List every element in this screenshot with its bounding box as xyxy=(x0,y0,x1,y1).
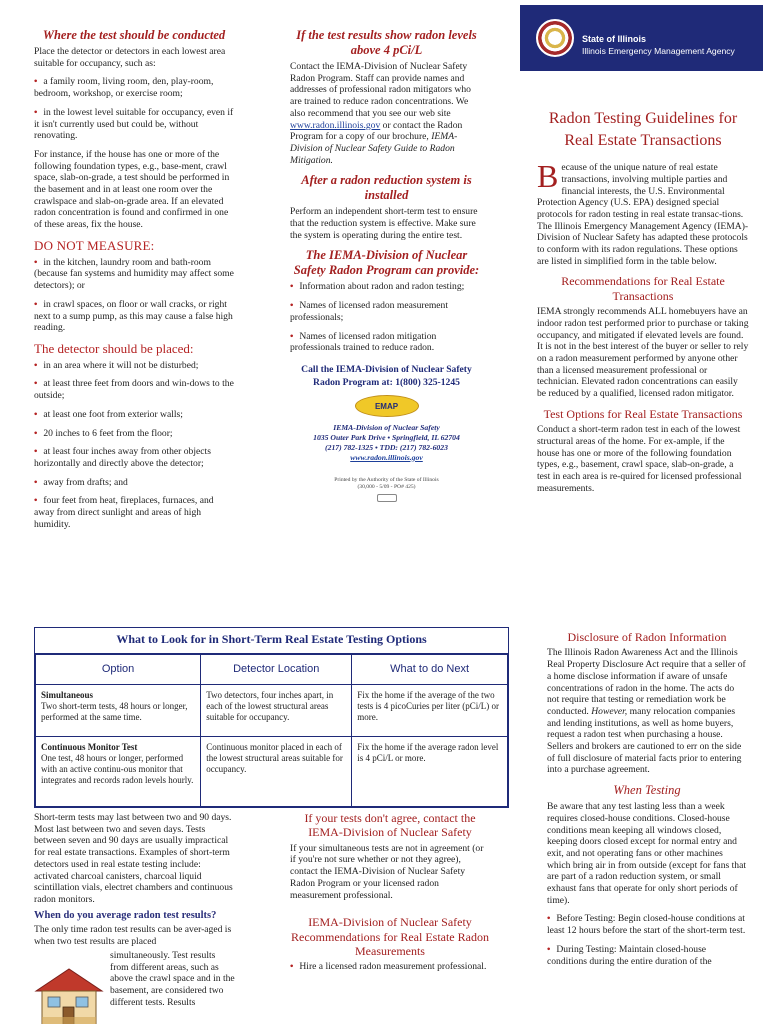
list-item-text: Before Testing: Begin closed-house conditions at least 12 hours before the start of the short-term test. xyxy=(547,913,746,937)
list-item-text: During Testing: Maintain closed-house conditions during the entire duration of the xyxy=(547,943,712,967)
list-item-text: in an area where it will not be disturbed; xyxy=(43,359,199,371)
paragraph-disagree: If your simultaneous tests are not in agreement (or if you're not sure whether or not they agree), contact the IEMA-Division of Nuclear Safety Radon Program or your licensed radon measurement professional. xyxy=(290,842,484,901)
heading-detector-placed: The detector should be placed: xyxy=(34,340,194,356)
list-item-text: at least one foot from exterior walls; xyxy=(43,408,183,420)
heading-can-provide: The IEMA-Division of Nuclear Safety Radon Program can provide: xyxy=(293,248,480,278)
list-item-text: a family room, living room, den, play-room, bedroom, workshop, or exercise room; xyxy=(34,76,214,100)
list-item xyxy=(547,944,747,967)
list-item-text: Names of licensed radon mitigation professionals trained to reduce radon. xyxy=(290,330,437,354)
list-item xyxy=(290,331,483,354)
options-table xyxy=(35,654,508,808)
paragraph-short-term: Short-term tests may last between two and 90 days. Most last between two and seven days. Tests between seven and 90 days are usually impractical for real estate transactions. Examples of short-term detectors used in real estate testing include: activated charcoal canisters, charcoal liquid scintillation vials, electret chambers and continuous radon monitors. xyxy=(34,812,233,905)
emap-accredited-logo: EMAP xyxy=(355,395,419,417)
heading-disclosure: Disclosure of Radon Information xyxy=(567,630,727,644)
cell-location: Two detectors, four inches apart, in each of the lowest structural areas suitable for occupancy. xyxy=(201,685,352,737)
table-header-row xyxy=(36,654,508,685)
list-item xyxy=(34,257,234,292)
list-item xyxy=(34,378,234,401)
list-item xyxy=(34,409,234,421)
bullet-icon: • xyxy=(34,378,38,390)
drop-cap: B xyxy=(537,158,559,195)
paragraph-disclosure xyxy=(547,647,747,776)
heading-test-options: Test Options for Real Estate Transactions xyxy=(543,406,743,421)
list-item-text: Hire a licensed radon measurement professional. xyxy=(299,961,487,973)
list-item-text: in the kitchen, laundry room and bath-room (because fan systems and humidity may affect some detectors); or xyxy=(34,256,234,292)
cell-next: Fix the home if the average of the two tests is 4 picoCuries per liter (pCi/L) or more. xyxy=(352,685,508,737)
call-radon-program: Call the IEMA-Division of Nuclear Safety Radon Program at: 1(800) 325-1245 xyxy=(301,363,472,388)
list-item-text: Information about radon and radon testing; xyxy=(299,281,465,293)
list-item xyxy=(34,477,234,489)
list-item xyxy=(547,913,747,936)
bullet-icon: • xyxy=(290,300,294,312)
bullet-icon: • xyxy=(290,961,294,973)
recycle-icon xyxy=(377,494,397,502)
bullet-icon: • xyxy=(547,943,551,955)
list-item xyxy=(34,360,234,372)
list-item-text: away from drafts; and xyxy=(43,476,128,488)
list-item-text: 20 inches to 6 feet from the floor; xyxy=(43,427,173,439)
option-name: Simultaneous xyxy=(41,690,94,701)
contact-website-link[interactable]: www.radon.illinois.gov xyxy=(350,452,423,462)
paragraph-recommendations: IEMA strongly recommends ALL homebuyers have an indoor radon test performed prior to purchase or taking occupancy, and mitigated if elevated levels are found. It is not in the best interest of the buyer or seller to rely on a radon measurement performed by anyone other than a licensed measurement professional or technician. Elevated radon concentrations can easily be reduced by a qualified, licensed radon mitigator. xyxy=(537,306,749,400)
agency-banner xyxy=(520,5,763,71)
list-item xyxy=(34,446,234,469)
list-item xyxy=(290,281,483,293)
list-item-text: four feet from heat, fireplaces, furnaces, and away from direct sunlight and areas of high humidity. xyxy=(34,495,214,530)
option-desc: One test, 48 hours or longer, performed with an active continu-ous monitor that integrates and records radon levels hourly. xyxy=(41,753,194,786)
contact-phone: (217) 782-1325 • TDD: (217) 782-6023 xyxy=(325,442,448,452)
heading-recommendations: Recommendations for Real Estate Transactions xyxy=(561,274,725,303)
bullet-icon: • xyxy=(290,281,294,293)
testing-options-table xyxy=(34,627,509,808)
list-item xyxy=(34,428,234,440)
printed-by: Printed by the Authority of the State of Illinois xyxy=(334,476,439,483)
text-span: or contact the Radon Program for a copy of our brochure, xyxy=(290,119,463,143)
bullet-icon: • xyxy=(34,256,38,268)
text-span: However, xyxy=(591,705,628,717)
table-row xyxy=(36,685,508,737)
text-span: Contact the IEMA-Division of Nuclear Safety Radon Program. Staff can provide names and addresses of professional radon mitigators who are trained to reduce radon concentrations. We also recommend that you see our web site xyxy=(290,61,471,119)
list-item xyxy=(290,300,483,323)
contact-name: IEMA-Division of Nuclear Safety xyxy=(333,423,440,433)
heading-when-testing: When Testing xyxy=(613,783,681,798)
list-item-text: at least three feet from doors and win-dows to the outside; xyxy=(34,378,234,402)
header-next: What to do Next xyxy=(352,654,508,685)
bullet-icon: • xyxy=(34,495,38,507)
contact-address: 1035 Outer Park Drive • Springfield, IL 62704 xyxy=(313,433,460,443)
contact-block xyxy=(290,423,483,462)
bullet-icon: • xyxy=(290,330,294,342)
bullet-icon: • xyxy=(547,913,551,925)
header-location: Detector Location xyxy=(201,654,352,685)
paragraph-average-a: The only time radon test results can be aver-aged is when two test results are placed xyxy=(34,924,232,948)
list-item xyxy=(34,495,234,530)
cell-next: Fix the home if the average radon level is 4 pCi/L or more. xyxy=(352,737,508,807)
heading-tests-disagree: If your tests don't agree, contact the IEMA-Division of Nuclear Safety xyxy=(304,811,476,840)
heading-iema-recommendations: IEMA-Division of Nuclear Safety Recommendations for Real Estate Radon Measurements xyxy=(291,915,489,959)
bullet-icon: • xyxy=(34,446,38,458)
banner-state: State of Illinois xyxy=(582,34,647,44)
cell-option xyxy=(36,737,201,807)
bullet-icon: • xyxy=(34,298,38,310)
heading-where-conducted: Where the test should be conducted xyxy=(42,28,226,42)
heading-average: When do you average radon test results? xyxy=(34,909,217,921)
list-item-text: in crawl spaces, on floor or wall cracks, or right next to a sump pump, as this may cause a false high reading. xyxy=(34,298,233,334)
paragraph-instance: For instance, if the house has one or more of the following foundation types, e.g., base-ment, crawl space, slab-on-grade, a test should be performed in the basement and in at least one room over the crawlspace and slab-on-grade area. If an elevated radon concentration is found and confirmed in one of these areas, fix the house. xyxy=(34,148,230,231)
bottom-right xyxy=(547,630,747,974)
house-illustration-icon xyxy=(32,965,106,1024)
bullet-icon: • xyxy=(34,476,38,488)
intro-paragraph xyxy=(537,158,749,267)
list-item xyxy=(34,107,234,142)
intro-text: ecause of the unique nature of real estate transactions, involving multiple parties and financial interests, the U.S. Environmental Protection Agency (U.S. EPA) designed special protocols for radon testing in real estate transac-tions. The Illinois Emergency Management Agency (IEMA)-Division of Nuclear Safety has adapted these protocols to conform with its radon regulations. These options are listed in simplified form in the table below. xyxy=(537,162,749,267)
heading-do-not-measure: DO NOT MEASURE: xyxy=(34,237,155,253)
bullet-icon: • xyxy=(34,76,38,88)
list-item-text: Names of licensed radon measurement professionals; xyxy=(290,300,449,323)
website-link[interactable]: www.radon.illinois.gov xyxy=(290,119,381,131)
paragraph-above xyxy=(290,61,483,166)
cell-option xyxy=(36,685,201,737)
paragraph-after: Perform an independent short-term test to ensure that the reduction system is effective. Make sure the system is operating during the entire test. xyxy=(290,206,478,241)
column-left xyxy=(34,28,234,538)
option-desc: Two short-term tests, 48 hours or longer, performed at the same time. xyxy=(41,701,188,723)
bullet-icon: • xyxy=(34,427,38,439)
list-item xyxy=(290,961,490,973)
bullet-icon: • xyxy=(34,359,38,371)
text-span: The Illinois Radon Awareness Act and the Illinois Real Property Disclosure Act require that a seller of a home disclose information if aware of unsafe concentrations of radon in the home. The acts do not require that testing or remediation work be conducted. xyxy=(547,647,746,717)
header-option: Option xyxy=(36,654,201,685)
heading-above-4: If the test results show radon levels above 4 pCi/L xyxy=(296,28,477,57)
text-span: many relocation companies and lending institutions, as well as home buyers, request a radon test when purchasing a house. Sellers and brokers are cautioned to err on the side of full disclosure of material facts prior to entering into a purchase agreement. xyxy=(547,705,742,776)
paragraph-where: Place the detector or detectors in each lowest area suitable for occupancy, such as: xyxy=(34,46,226,69)
list-item-text: at least four inches away from other objects horizontally and directly above the detector; xyxy=(34,446,211,469)
page-title: Radon Testing Guidelines for Real Estate Transactions xyxy=(548,110,738,150)
list-item-text: in the lowest level suitable for occupancy, even if it isn't currently used but could be, without renovating. xyxy=(34,106,234,142)
bullet-icon: • xyxy=(34,106,38,118)
column-middle xyxy=(290,28,483,502)
print-code: (30,000 - 5/09 - PO# 425) xyxy=(357,483,416,490)
table-title: What to Look for in Short-Term Real Estate Testing Options xyxy=(35,628,508,654)
banner-agency: Illinois Emergency Management Agency xyxy=(582,46,735,56)
brochure-title: IEMA-Division of Nuclear Safety Guide to Radon Mitigation. xyxy=(290,131,458,166)
list-item xyxy=(34,299,234,334)
paragraph-when-testing: Be aware that any test lasting less than a week requires closed-house conditions. Closed-house conditions mean keeping all windows closed, keeping doors closed except for normal entry and exit, and not operating fans or other machines which bring air in from outside (except for fans that are part of a radon reduction system, or small exhaust fans that operate for only short periods of time). xyxy=(547,801,747,906)
heading-after-installed: After a radon reduction system is installed xyxy=(301,173,472,203)
paragraph-average-b: simultaneously. Test results from different areas, such as above the crawl space and in the basement, are considered two different tests. Results xyxy=(110,949,235,1008)
illinois-seal-icon xyxy=(536,19,574,57)
column-right xyxy=(537,108,749,502)
bullet-icon: • xyxy=(34,408,38,420)
list-item xyxy=(34,76,234,99)
paragraph-test-options: Conduct a short-term radon test in each of the lowest structural areas of the home. For ex-ample, if the house has one or more of the following foundation types, e.g., basement, crawl space, slab-on-grade, a test in each area is re-quired for licensed professional measurements. xyxy=(537,424,742,494)
bottom-middle xyxy=(290,811,490,980)
table-row xyxy=(36,737,508,807)
option-name: Continuous Monitor Test xyxy=(41,742,138,753)
cell-location: Continuous monitor placed in each of the lowest structural areas suitable for occupancy. xyxy=(201,737,352,807)
